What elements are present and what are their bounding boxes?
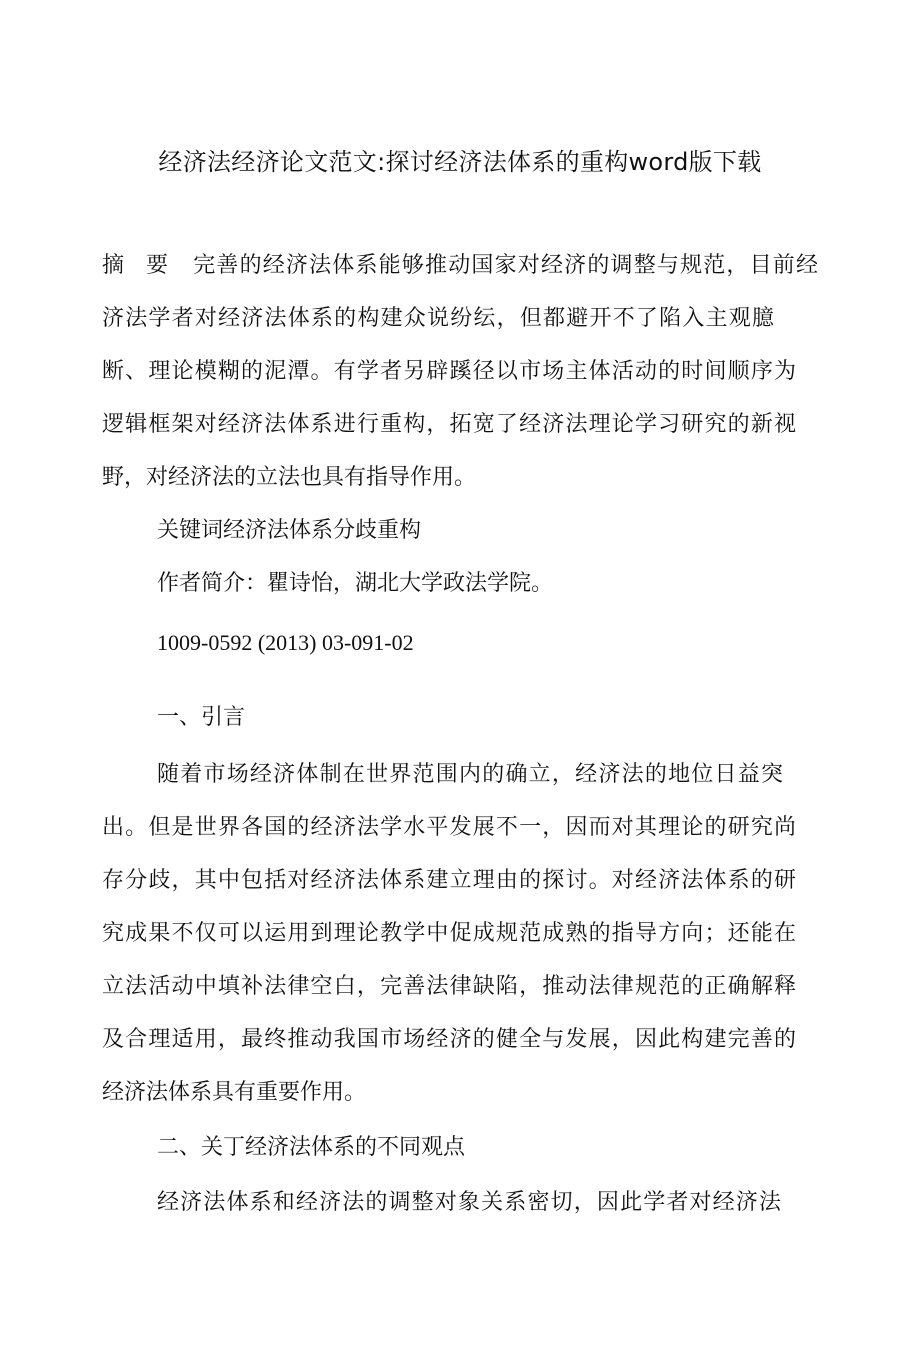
section1-line-6: 及合理适用，最终推动我国市场经济的健全与发展，因此构建完善的 bbox=[102, 1027, 796, 1052]
section-heading-2: 二、关丁经济法体系的不同观点 bbox=[157, 1135, 466, 1160]
abstract-line-4: 逻辑框架对经济法体系进行重构，拓宽了经济法理论学习研究的新视 bbox=[102, 412, 796, 437]
section1-line-1: 随着市场经济体制在世界范围内的确立，经济法的地位日益突 bbox=[157, 762, 783, 787]
author-bio: 作者简介：瞿诗怡，湖北大学政法学院。 bbox=[157, 571, 554, 596]
section2-line-1: 经济法体系和经济法的调整对象关系密切，因此学者对经济法 bbox=[157, 1190, 781, 1215]
abstract-label: 摘要 bbox=[102, 253, 191, 278]
abstract-text-1: 完善的经济法体系能够推动国家对经济的调整与规范，目前经 bbox=[192, 253, 818, 278]
section1-line-5: 立法活动中填补法律空白，完善法律缺陷，推动法律规范的正确解释 bbox=[102, 974, 796, 999]
section1-line-7: 经济法体系具有重要作用。 bbox=[102, 1080, 367, 1105]
document-title: 经济法经济论文范文:探讨经济法体系的重构word版下载 bbox=[158, 148, 762, 176]
section1-line-3: 存分歧，其中包括对经济法体系建立理由的探讨。对经济法体系的研 bbox=[102, 868, 796, 893]
abstract-line-2: 济法学者对经济法体系的构建众说纷纭，但都避开不了陷入主观臆 bbox=[102, 306, 774, 331]
abstract-line-5: 野，对经济法的立法也具有指导作用。 bbox=[102, 465, 477, 490]
section1-line-4: 究成果不仅可以运用到理论教学中促成规范成熟的指导方向；还能在 bbox=[102, 921, 796, 946]
section1-line-2: 出。但是世界各国的经济法学水平发展不一，因而对其理论的研究尚 bbox=[102, 815, 796, 840]
keywords: 关键词经济法体系分歧重构 bbox=[157, 518, 422, 543]
abstract-line-3: 断、理论模糊的泥潭。有学者另辟蹊径以市场主体活动的时间顺序为 bbox=[102, 359, 796, 384]
abstract-line-1 bbox=[102, 251, 818, 281]
article-code: 1009-0592 (2013) 03-091-02 bbox=[157, 630, 414, 655]
section-heading-1: 一、引言 bbox=[157, 705, 246, 730]
